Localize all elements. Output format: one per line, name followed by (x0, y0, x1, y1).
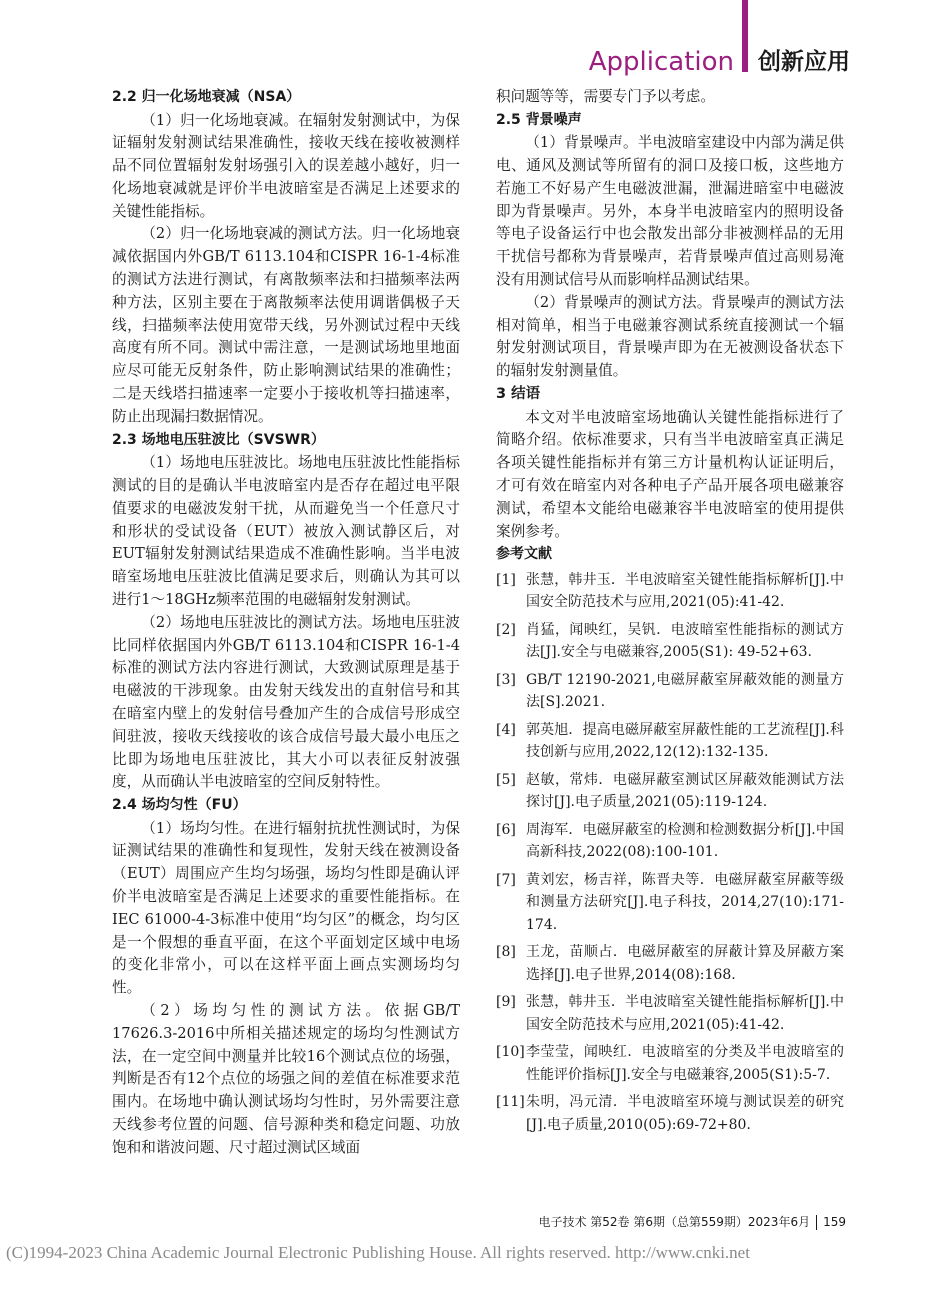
reference-item (496, 941, 844, 986)
section-2-2-para-1: （1）归一化场地衰减。在辐射发射测试中，为保证辐射发射测试结果准确性，接收天线在接收被测样品不同位置辐射发射场强引入的误差越小越好，归一化场地衰减就是评价半电波暗室是否满足上述要求的关键性能指标。 (112, 111, 460, 220)
reference-number: [9] (496, 994, 516, 1011)
section-2-5-title: 2.5 背景噪声 (496, 111, 582, 128)
section-3-title: 3 结语 (496, 386, 541, 403)
reference-text: 周海军．电磁屏蔽室的检测和检测数据分析[J].中国高新科技,2022(08):100-101. (526, 821, 844, 861)
references-list (496, 569, 844, 1137)
references-title: 参考文献 (496, 546, 552, 563)
reference-item (496, 1041, 844, 1086)
reference-text: 张慧，韩井玉．半电波暗室关键性能指标解析[J].中国安全防范技术与应用,2021(05):41-42. (526, 994, 844, 1033)
reference-item (496, 719, 844, 764)
footer-journal-info: 电子技术 第52卷 第6期（总第559期）2023年6月 (538, 1215, 811, 1229)
right-column (496, 86, 844, 1141)
page-footer (538, 1213, 846, 1230)
reference-text: 李莹莹，闻映红．电波暗室的分类及半电波暗室的性能评价指标[J].安全与电磁兼容,2005(S1):5-7. (526, 1044, 844, 1083)
reference-number: [3] (496, 671, 516, 688)
section-2-5-para-2: （2）背景噪声的测试方法。背景噪声的测试方法相对简单，相当于电磁兼容测试系统直接测试一个辐射发射测试项目，背景噪声即为在无被测设备状态下的辐射发射测量值。 (496, 293, 844, 380)
reference-number: [5] (496, 771, 516, 788)
reference-text: 黄刘宏，杨吉祥，陈晋夬等．电磁屏蔽室屏蔽等级和测量方法研究[J].电子科技，2014,27(10):171-174. (526, 871, 844, 933)
conclusion-para: 本文对半电波暗室场地确认关键性能指标进行了简略介绍。依标准要求，只有当半电波暗室真正满足各项关键性能指标并有第三方计量机构认证证明后，才可有效在暗室内对各种电子产品开展各项电磁兼容测试，希望本文能给电磁兼容半电波暗室的使用提供案例参考。 (496, 408, 844, 540)
section-2-4-title: 2.4 场均匀性（FU） (112, 797, 247, 814)
reference-item (496, 769, 844, 814)
footer-divider (816, 1215, 817, 1230)
reference-text: 赵敏，常炜．电磁屏蔽室测试区屏蔽效能测试方法探讨[J].电子质量,2021(05):119-124. (526, 771, 844, 811)
section-2-4-continuation: 积问题等等，需要专门予以考虑。 (496, 88, 715, 105)
reference-number: [4] (496, 721, 516, 738)
reference-text: GB/T 12190-2021,电磁屏蔽室屏蔽效能的测量方法[S].2021. (526, 671, 844, 711)
reference-number: [6] (496, 821, 516, 838)
reference-item (496, 619, 844, 664)
reference-text: 张慧，韩井玉．半电波暗室关键性能指标解析[J].中国安全防范技术与应用,2021(05):41-42. (526, 571, 844, 611)
reference-item (496, 991, 844, 1036)
section-2-4-para-1: （1）场均匀性。在进行辐射抗扰性测试时，为保证测试结果的准确性和复现性，发射天线在被测设备（EUT）周围应产生均匀场强，场均匀性即是确认评价半电波暗室是否满足上述要求的重要性能指标。在IEC 61000-4-3标准中使用“均匀区”的概念，均匀区是一个假想的垂直平面，在这个平面划定区域中电场的变化非常小，可以在这样平面上画点实测场均匀性。 (112, 819, 460, 997)
reference-item (496, 819, 844, 864)
left-column (112, 86, 460, 1160)
reference-number: [8] (496, 944, 516, 961)
reference-text: 郭英旭．提高电磁屏蔽室屏蔽性能的工艺流程[J].科技创新与应用,2022,12(12):132-135. (526, 721, 844, 761)
section-2-3-para-2: （2）场地电压驻波比的测试方法。场地电压驻波比同样依据国内外GB/T 6113.104和CISPR 16-1-4标准的测试方法内容进行测试，大致测试原理是基于电磁波的干涉现象。由发射天线发出的直射信号和其在暗室内壁上的发射信号叠加产生的合成信号形成空间驻波，接收天线接收的该合成信号最大最小电压之比即为场地电压驻波比，其大小可以表征反射波强度，从而确认半电波暗室的空间反射特性。 (112, 613, 460, 791)
reference-item (496, 869, 844, 937)
section-2-3-title: 2.3 场地电压驻波比（SVSWR） (112, 431, 325, 448)
reference-item (496, 1091, 844, 1136)
reference-number: [2] (496, 621, 516, 638)
reference-number: [11] (496, 1094, 525, 1111)
header-accent-bar (742, 0, 748, 72)
reference-number: [10] (496, 1044, 525, 1061)
reference-number: [7] (496, 871, 516, 888)
reference-item (496, 569, 844, 614)
header-section-label: 创新应用 (758, 49, 850, 75)
header-application-label: Application (588, 47, 734, 77)
section-2-2-para-2: （2）归一化场地衰减的测试方法。归一化场地衰减依据国内外GB/T 6113.104和CISPR 16-1-4标准的测试方法进行测试，有离散频率法和扫描频率法两种方法，区别主要在于离散频率法使用调谐偶极子天线，扫描频率法使用宽带天线，另外测试过程中天线高度有所不同。测试中需注意，一是测试场地里地面应尽可能无反射条件，防止影响测试结果的准确性；二是天线塔扫描速率一定要小于接收机等扫描速率，防止出现漏扫数据情况。 (112, 225, 460, 425)
section-2-3-para-1: （1）场地电压驻波比。场地电压驻波比性能指标测试的目的是确认半电波暗室内是否存在超过电平限值要求的电磁波发射干扰，从而避免当一个任意尺寸和形状的受试设备（EUT）被放入测试静区后，对EUT辐射发射测试结果造成不准确性影响。当半电波暗室场地电压驻波比值满足要求后，则确认为其可以进行1～18GHz频率范围的电磁辐射发射测试。 (112, 454, 460, 608)
reference-number: [1] (496, 571, 516, 588)
reference-text: 肖猛，闻映红，吴钒．电波暗室性能指标的测试方法[J].安全与电磁兼容,2005(S1): 49-52+63. (526, 621, 844, 661)
footer-page-number: 159 (823, 1215, 846, 1229)
reference-text: 朱明，冯元清．半电波暗室环境与测试误差的研究[J].电子质量,2010(05):69-72+80. (526, 1094, 844, 1133)
section-2-2-title: 2.2 归一化场地衰减（NSA） (112, 89, 301, 105)
section-2-4-para-2: （2）场均匀性的测试方法。依据GB/T 17626.3-2016中所相关描述规定的场均匀性测试方法，在一定空间中测量并比较16个测试点位的场强，判断是否有12个点位的场强之间的差值在标准要求范围内。在场地中确认测试场均匀性时，另外需要注意天线参考位置的问题、信号源种类和稳定问题、功放饱和和谐波问题、尺寸超过测试区域面 (112, 1001, 460, 1156)
section-2-5-para-1: （1）背景噪声。半电波暗室建设中内部为满足供电、通风及测试等所留有的洞口及接口板，这些地方若施工不好易产生电磁波泄漏，泄漏进暗室中电磁波即为背景噪声。另外，本身半电波暗室内的照明设备等电子设备运行中也会散发出部分非被测样品的无用干扰信号都称为背景噪声，若背景噪声值过高则易淹没有用测试信号从而影响样品测试结果。 (496, 134, 844, 289)
copyright-watermark: (C)1994-2023 China Academic Journal Electronic Publishing House. All rights reserved. http://www.cnki.net (6, 1243, 750, 1262)
reference-item (496, 669, 844, 714)
reference-text: 王龙，苗顺占．电磁屏蔽室的屏蔽计算及屏蔽方案选择[J].电子世界,2014(08):168. (526, 944, 844, 983)
